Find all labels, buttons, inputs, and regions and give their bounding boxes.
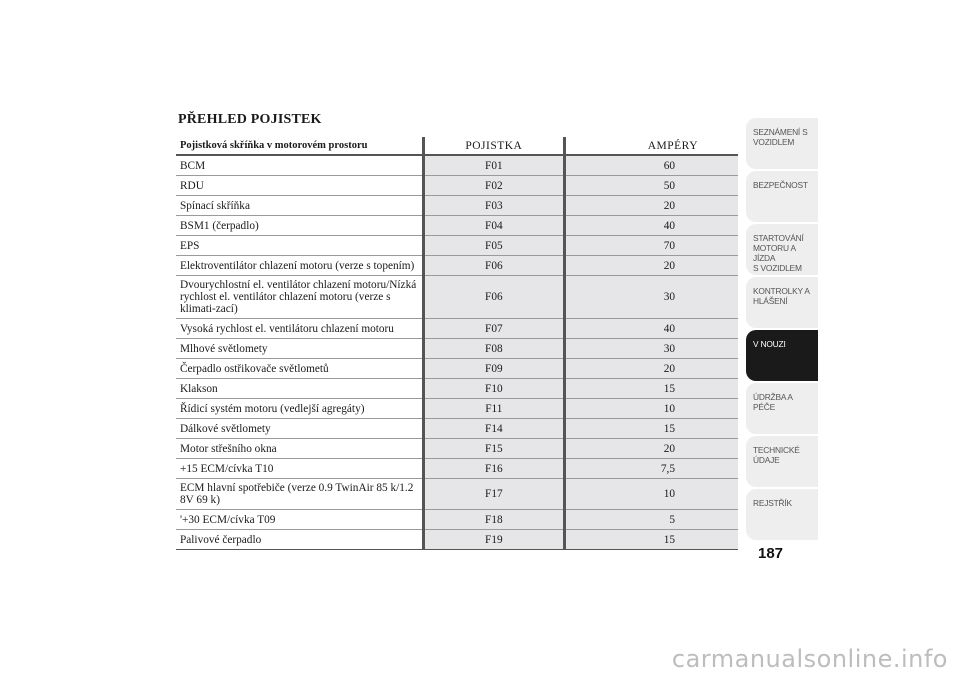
chapter-tabs [746,118,818,542]
cell-amps: 20 [564,256,738,276]
cell-location: ECM hlavní spotřebiče (verze 0.9 TwinAir 85 k/1.2 8V 69 k) [176,479,424,510]
cell-location: Mlhové světlomety [176,339,424,359]
cell-amps: 10 [564,479,738,510]
chapter-tab-label: TECHNICKÉ ÚDAJE [753,445,800,465]
table-row [176,459,738,479]
chapter-tab-label: REJSTŘÍK [753,498,792,508]
page-title: PŘEHLED POJISTEK [178,112,322,127]
cell-fuse: F15 [424,439,564,459]
watermark: carmanualsonline.info [671,645,948,673]
table-row [176,196,738,216]
cell-fuse: F11 [424,399,564,419]
chapter-tab[interactable] [746,489,818,540]
chapter-tab[interactable] [746,118,818,169]
chapter-tab[interactable] [746,224,818,275]
column-header-location: Pojistková skříňka v motorovém prostoru [176,137,424,155]
cell-fuse: F19 [424,530,564,550]
cell-amps: 15 [564,379,738,399]
chapter-tab[interactable] [746,436,818,487]
table-row [176,339,738,359]
cell-amps: 20 [564,196,738,216]
cell-fuse: F07 [424,319,564,339]
cell-fuse: F10 [424,379,564,399]
cell-amps: 20 [564,439,738,459]
cell-fuse: F16 [424,459,564,479]
table-row [176,236,738,256]
cell-fuse: F09 [424,359,564,379]
cell-location: Dvourychlostní el. ventilátor chlazení motoru/Nízká rychlost el. ventilátor chlazení motoru (verze s klimati-zací) [176,276,424,319]
cell-amps: 30 [564,339,738,359]
cell-location: '+30 ECM/cívka T09 [176,510,424,530]
cell-amps: 20 [564,359,738,379]
table-row [176,359,738,379]
cell-location: RDU [176,176,424,196]
table-row [176,439,738,459]
cell-location: +15 ECM/cívka T10 [176,459,424,479]
cell-location: Čerpadlo ostřikovače světlometů [176,359,424,379]
column-header-amps: AMPÉRY [564,137,738,155]
cell-amps: 10 [564,399,738,419]
cell-fuse: F03 [424,196,564,216]
cell-location: Vysoká rychlost el. ventilátoru chlazení motoru [176,319,424,339]
table-row [176,530,738,550]
cell-amps: 15 [564,419,738,439]
cell-location: Dálkové světlomety [176,419,424,439]
cell-amps: 60 [564,155,738,176]
table-row [176,176,738,196]
cell-fuse: F14 [424,419,564,439]
fuse-table-body [176,155,738,550]
table-row [176,510,738,530]
cell-amps: 5 [564,510,738,530]
table-row [176,276,738,319]
cell-location: Palivové čerpadlo [176,530,424,550]
cell-fuse: F05 [424,236,564,256]
cell-amps: 7,5 [564,459,738,479]
table-row [176,319,738,339]
cell-location: Motor střešního okna [176,439,424,459]
chapter-tab-label: KONTROLKY A HLÁŠENÍ [753,286,810,306]
cell-location: Spínací skříňka [176,196,424,216]
cell-location: EPS [176,236,424,256]
cell-amps: 30 [564,276,738,319]
table-row [176,379,738,399]
cell-fuse: F17 [424,479,564,510]
cell-amps: 50 [564,176,738,196]
cell-location: Klakson [176,379,424,399]
chapter-tab[interactable] [746,383,818,434]
table-row [176,479,738,510]
chapter-tab[interactable] [746,277,818,328]
cell-location: Řídicí systém motoru (vedlejší agregáty) [176,399,424,419]
chapter-tab-label: SEZNÁMENÍ S VOZIDLEM [753,127,808,147]
cell-fuse: F08 [424,339,564,359]
chapter-tab-label: BEZPEČNOST [753,180,808,190]
cell-amps: 40 [564,216,738,236]
cell-fuse: F04 [424,216,564,236]
cell-amps: 70 [564,236,738,256]
cell-fuse: F06 [424,256,564,276]
page-number: 187 [758,545,784,562]
column-header-fuse: POJISTKA [424,137,564,155]
cell-location: BCM [176,155,424,176]
cell-amps: 15 [564,530,738,550]
table-header-row [176,137,738,155]
cell-amps: 40 [564,319,738,339]
chapter-tab-label: STARTOVÁNÍ MOTORU A JÍZDA S VOZIDLEM [753,233,804,273]
table-row [176,256,738,276]
chapter-tab-label: ÚDRŽBA A PÉČE [753,392,793,412]
table-row [176,419,738,439]
cell-fuse: F02 [424,176,564,196]
cell-fuse: F06 [424,276,564,319]
table-row [176,399,738,419]
cell-location: Elektroventilátor chlazení motoru (verze s topením) [176,256,424,276]
fuse-table [176,137,738,550]
cell-location: BSM1 (čerpadlo) [176,216,424,236]
chapter-tab-label: V NOUZI [753,339,786,349]
chapter-tab[interactable] [746,171,818,222]
cell-fuse: F01 [424,155,564,176]
table-row [176,155,738,176]
table-row [176,216,738,236]
cell-fuse: F18 [424,510,564,530]
chapter-tab[interactable] [746,330,818,381]
